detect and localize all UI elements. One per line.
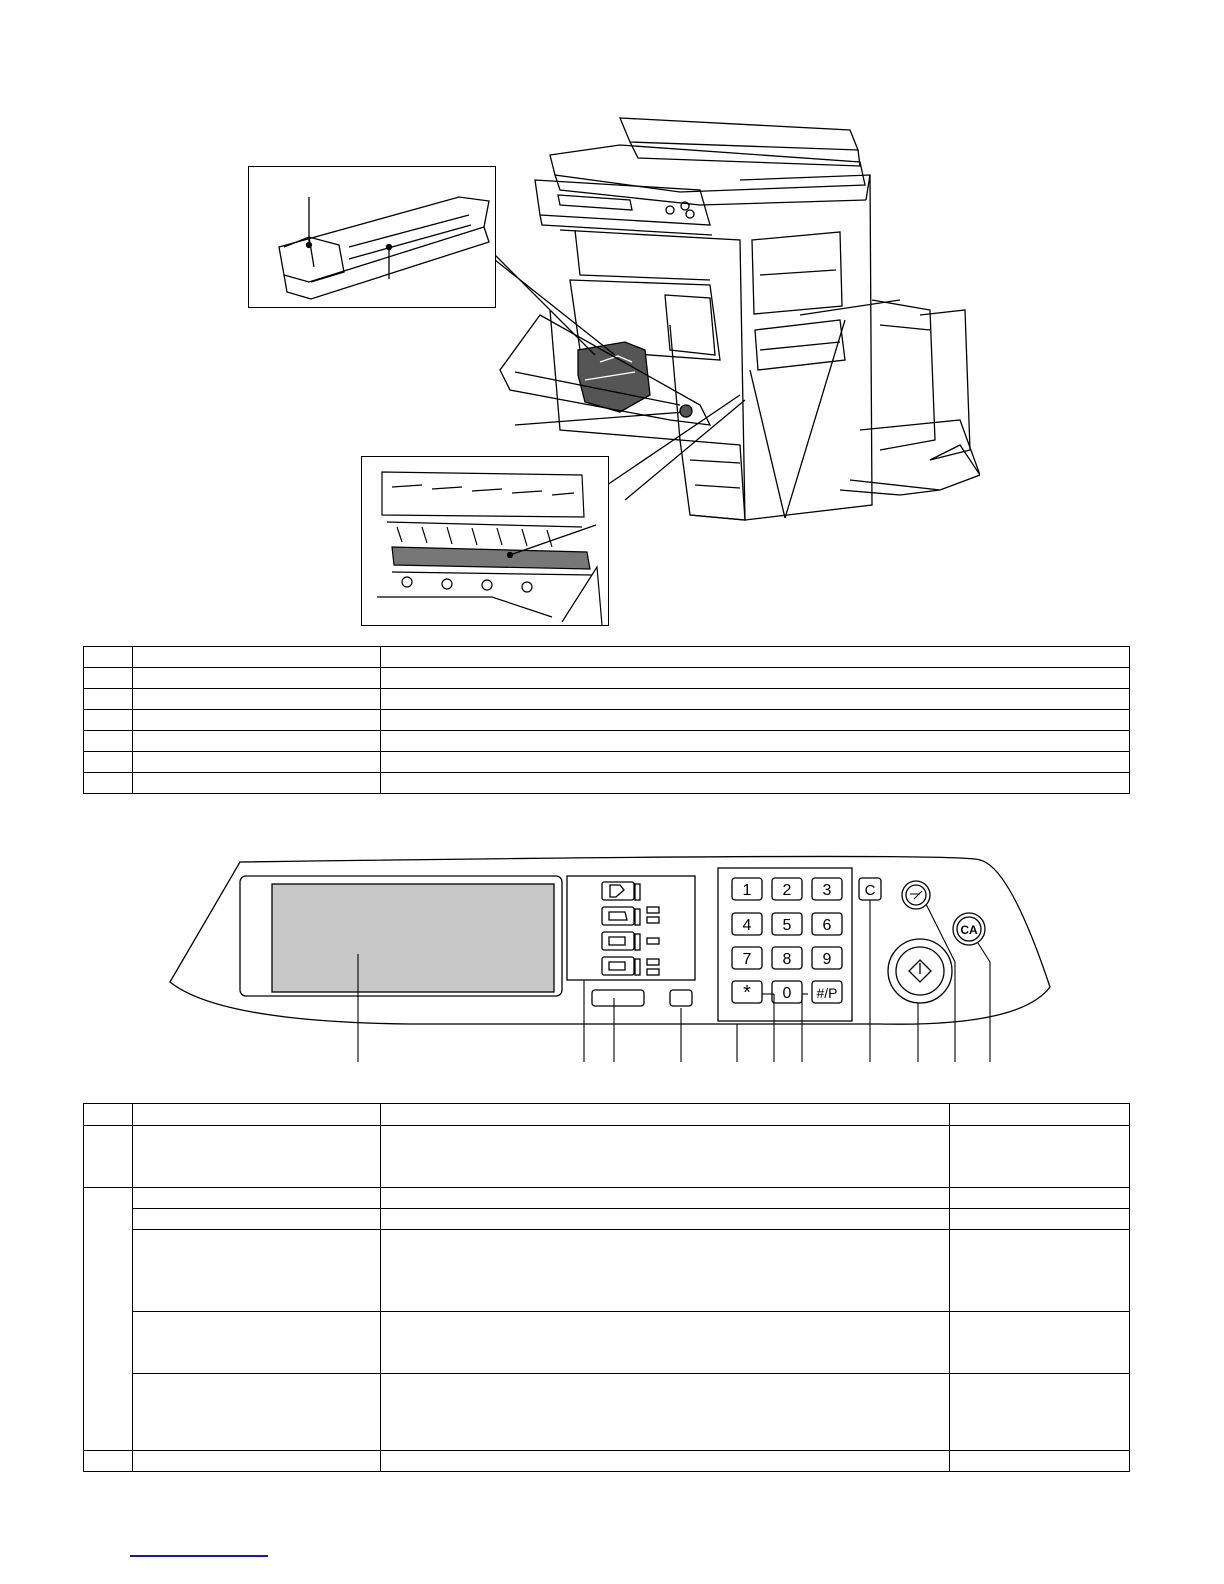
logout-button[interactable] (670, 990, 692, 1006)
table-cell (84, 1451, 133, 1472)
table-cell (133, 1230, 381, 1312)
table-cell (84, 710, 133, 731)
table-cell (133, 1312, 381, 1374)
key-8-label: 8 (782, 951, 792, 968)
table-cell (133, 1209, 381, 1230)
table-cell (133, 1374, 381, 1451)
table-cell (84, 668, 133, 689)
table-cell (84, 1188, 133, 1451)
key-2-label: 2 (782, 882, 792, 899)
clear-key-label: C (864, 882, 876, 899)
table-cell (133, 668, 381, 689)
toner-cartridge-callout (248, 166, 496, 308)
table-row (84, 1374, 1130, 1451)
table-row (84, 773, 1130, 794)
clear-all-key[interactable] (953, 913, 985, 945)
table-row (84, 710, 1130, 731)
start-key[interactable] (888, 939, 952, 1003)
table-cell (84, 773, 133, 794)
key-9-label: 9 (822, 951, 832, 968)
clear-key[interactable] (859, 878, 881, 900)
table-row (84, 689, 1130, 710)
table-cell (950, 1451, 1130, 1472)
table-cell (381, 647, 1130, 668)
controls-table (83, 1103, 1130, 1472)
table-header-cell (84, 1104, 133, 1126)
table-cell (381, 710, 1130, 731)
clear-all-key-label: CA (960, 923, 978, 937)
table-cell (133, 647, 381, 668)
table-cell (381, 1126, 950, 1188)
table-header-cell (381, 1104, 950, 1126)
table-row (84, 1451, 1130, 1472)
key-5-label: 5 (782, 917, 792, 934)
table-cell (84, 1126, 133, 1188)
table-row (84, 1209, 1130, 1230)
table-cell (381, 668, 1130, 689)
table-cell (84, 647, 133, 668)
table-cell (133, 1188, 381, 1209)
table-cell (381, 773, 1130, 794)
table-row (84, 731, 1130, 752)
table-row (84, 1188, 1130, 1209)
table-cell (950, 1209, 1130, 1230)
table-cell (950, 1188, 1130, 1209)
table-cell (133, 1126, 381, 1188)
key-4-label: 4 (742, 917, 752, 934)
key-3-label: 3 (822, 882, 832, 899)
table-cell (381, 1312, 950, 1374)
mode-keys[interactable] (602, 882, 659, 975)
table-row (84, 1230, 1130, 1312)
table-header-row (84, 1104, 1130, 1126)
table-cell (381, 1451, 950, 1472)
table-row (84, 668, 1130, 689)
key-hash-p-label: #/P (816, 985, 838, 1001)
table-cell (381, 731, 1130, 752)
table-cell (84, 689, 133, 710)
table-cell (133, 773, 381, 794)
table-cell (381, 752, 1130, 773)
table-cell (381, 1230, 950, 1312)
table-cell (84, 752, 133, 773)
table-cell (133, 1451, 381, 1472)
table-row (84, 752, 1130, 773)
table-cell (950, 1230, 1130, 1312)
table-cell (84, 731, 133, 752)
key-6-label: 6 (822, 917, 832, 934)
table-row (84, 647, 1130, 668)
footer-link-underline[interactable] (130, 1555, 268, 1557)
table-cell (381, 1209, 950, 1230)
key-asterisk-label: * (743, 982, 751, 1004)
table-header-cell (950, 1104, 1130, 1126)
table-cell (133, 710, 381, 731)
table-row (84, 1312, 1130, 1374)
fusing-unit-callout (361, 456, 609, 626)
table-cell (381, 689, 1130, 710)
table-cell (133, 752, 381, 773)
touch-panel-display[interactable] (240, 876, 562, 996)
table-row (84, 1126, 1130, 1188)
user-function-button[interactable] (592, 990, 644, 1006)
key-1-label: 1 (742, 882, 752, 899)
table-cell (381, 1188, 950, 1209)
table-cell (381, 1374, 950, 1451)
key-0-label: 0 (782, 985, 792, 1002)
table-cell (950, 1126, 1130, 1188)
table-cell (950, 1374, 1130, 1451)
parts-table (83, 646, 1130, 794)
table-header-cell (133, 1104, 381, 1126)
table-cell (950, 1312, 1130, 1374)
operation-panel-diagram (160, 852, 1060, 1062)
key-7-label: 7 (742, 951, 752, 968)
table-cell (133, 689, 381, 710)
table-cell (133, 731, 381, 752)
